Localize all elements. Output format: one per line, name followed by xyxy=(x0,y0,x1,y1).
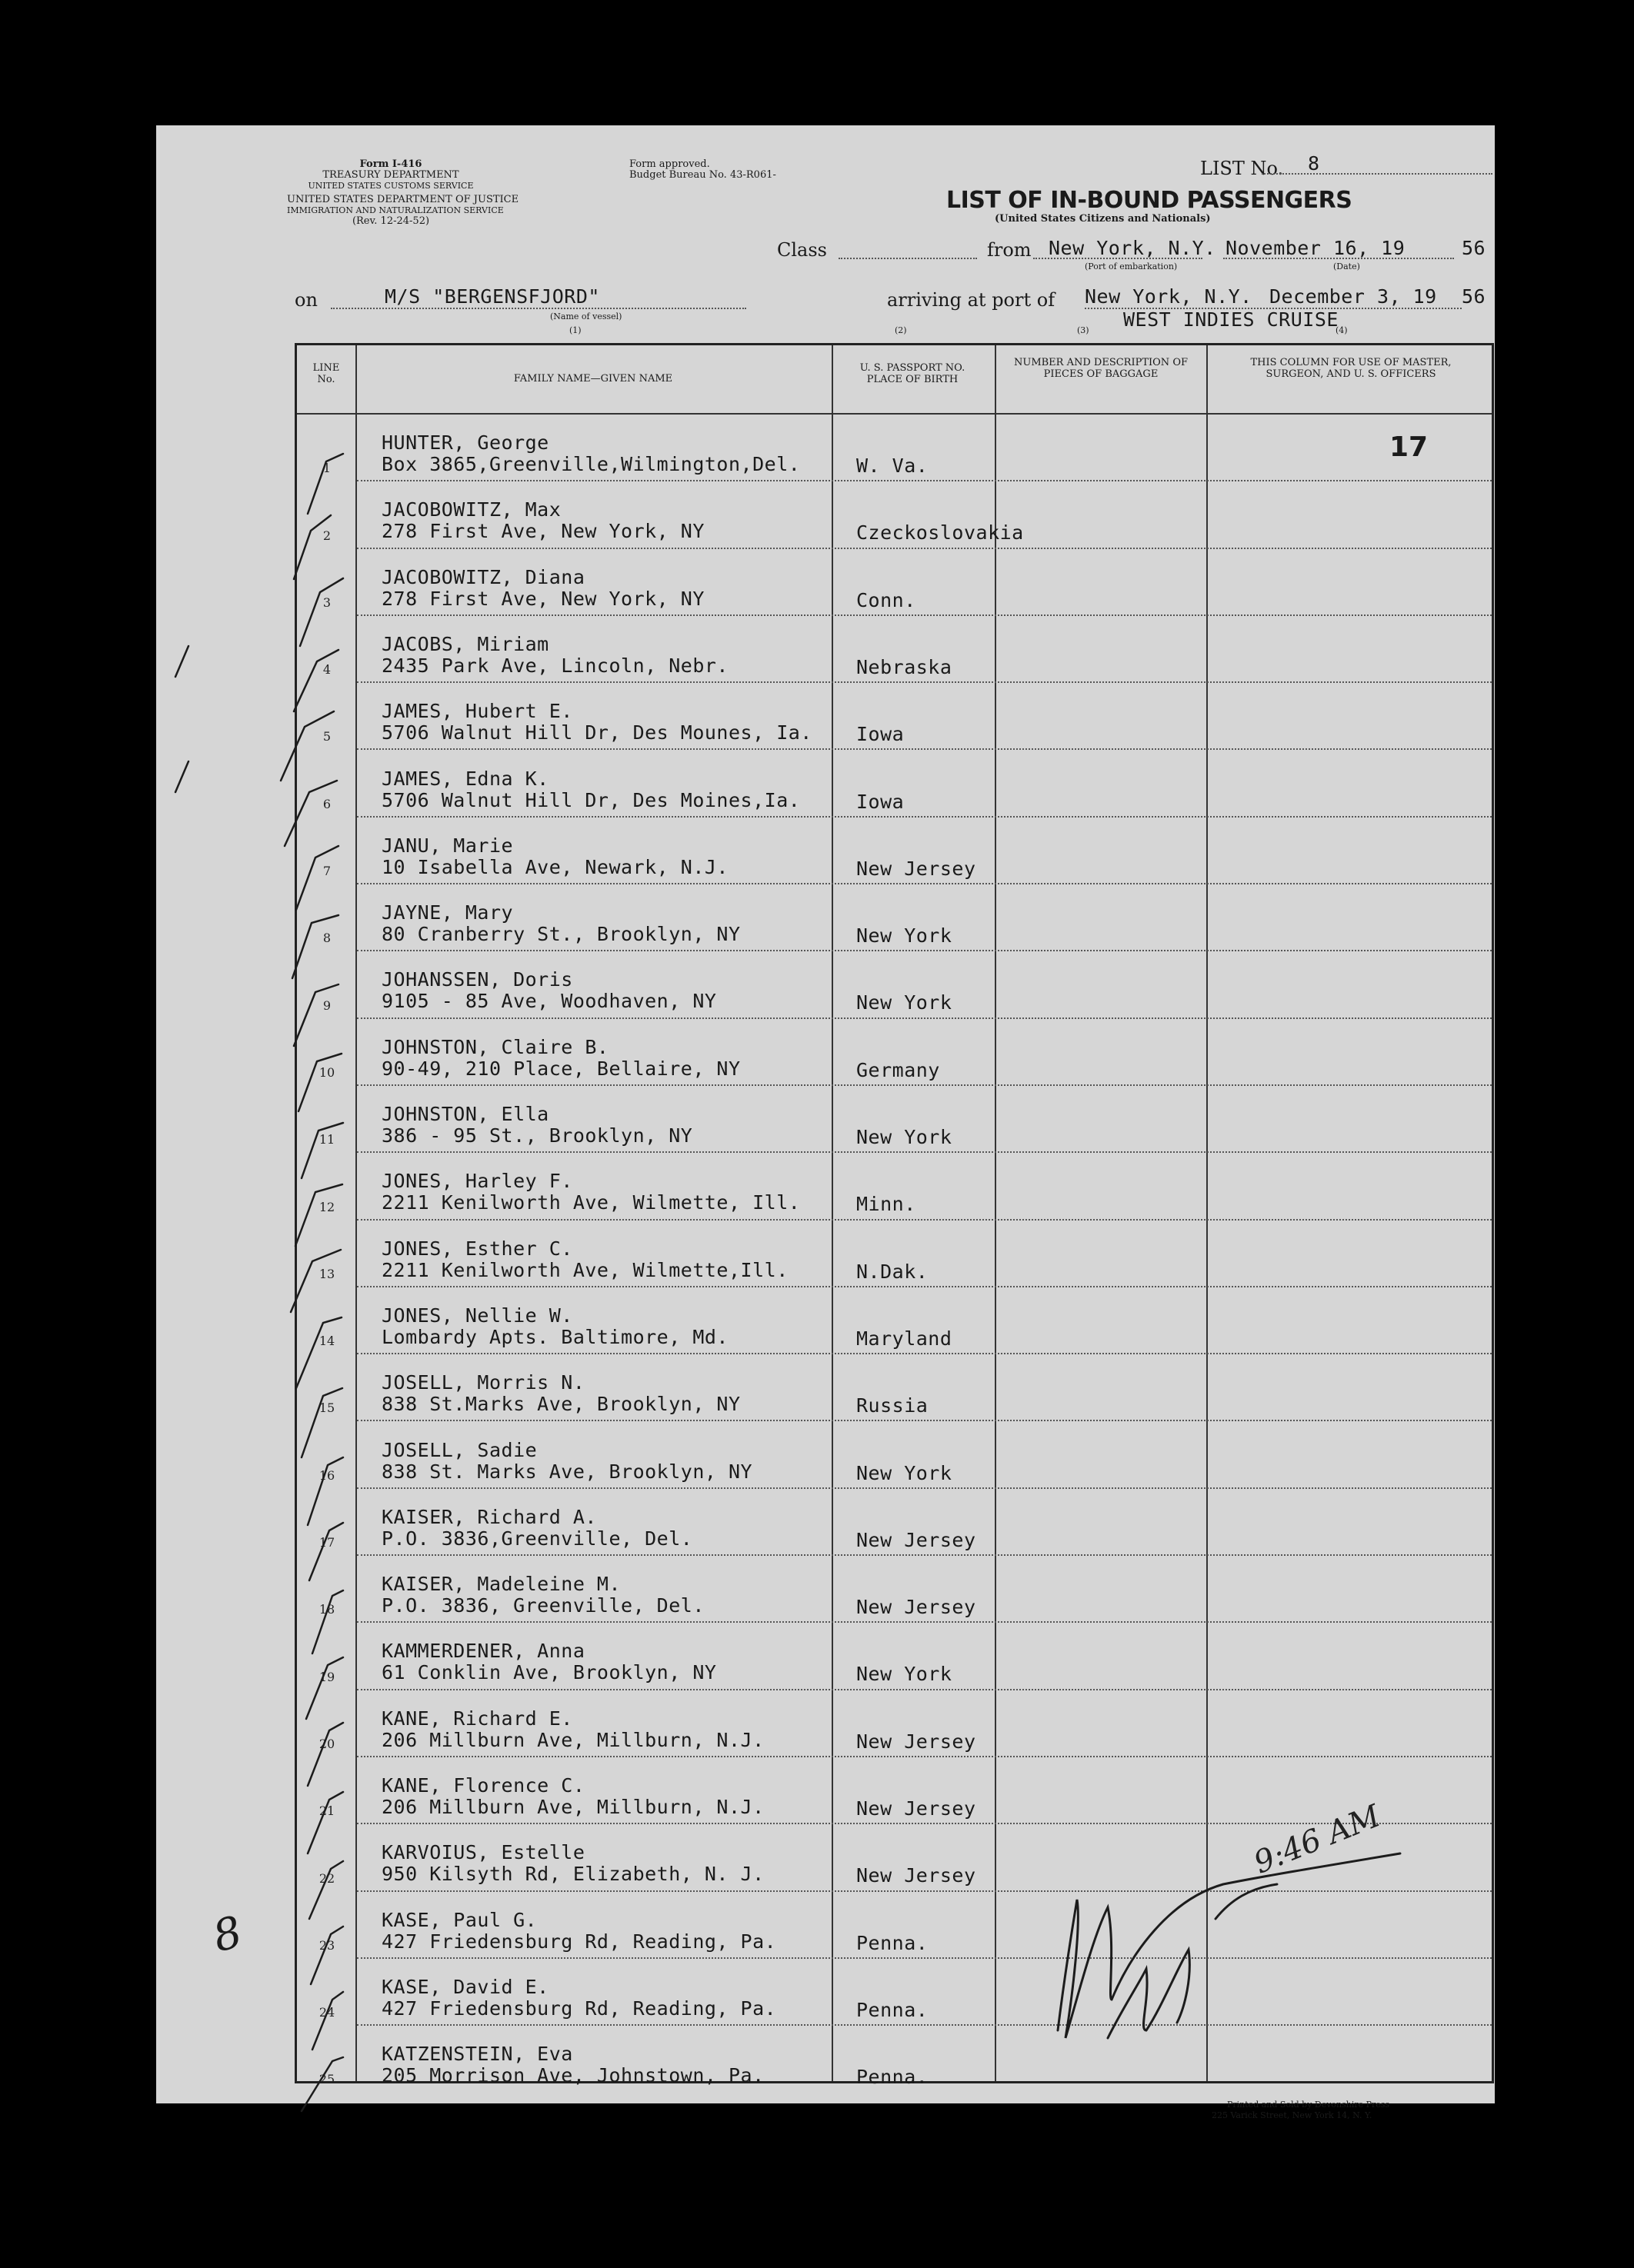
row-line-number: 22 xyxy=(318,1870,335,1886)
margin-note: 8 xyxy=(208,1907,248,1963)
place-of-birth: New York xyxy=(856,991,952,1014)
row-line-number: 14 xyxy=(318,1334,335,1349)
passenger-address: Lombardy Apts. Baltimore, Md. xyxy=(382,1325,729,1348)
date-caption: (Date) xyxy=(1333,261,1360,271)
row-line-number: 25 xyxy=(318,2072,335,2087)
passenger-name: JACOBS, Miriam xyxy=(382,632,549,655)
passenger-name: KASE, David E. xyxy=(382,1975,549,1998)
place-of-birth: Maryland xyxy=(856,1327,952,1350)
place-of-birth: Conn. xyxy=(856,588,916,611)
vessel-name: M/S "BERGENSFJORD" xyxy=(385,285,600,308)
passenger-address: 278 First Ave, New York, NY xyxy=(382,520,705,543)
arrival-port: New York, N.Y. xyxy=(1085,285,1252,308)
passenger-name: KARVOIUS, Estelle xyxy=(382,1841,585,1864)
passenger-address: 278 First Ave, New York, NY xyxy=(382,587,705,610)
departure-year: 56 xyxy=(1462,237,1486,259)
place-of-birth: New Jersey xyxy=(856,1730,976,1753)
signature-time: 9:46 AM xyxy=(1249,1798,1386,1881)
row-line-number: 21 xyxy=(318,1803,335,1819)
passenger-name: JOHNSTON, Ella xyxy=(382,1103,549,1125)
passenger-name: JAMES, Hubert E. xyxy=(382,700,573,723)
passenger-name: KAISER, Richard A. xyxy=(382,1505,597,1528)
form-revision: (Rev. 12-24-52) xyxy=(352,215,430,227)
place-of-birth: N.Dak. xyxy=(856,1260,929,1283)
row-line-number: 5 xyxy=(322,729,332,744)
passenger-address: 61 Conklin Ave, Brooklyn, NY xyxy=(382,1661,717,1684)
list-number-label: LIST No. xyxy=(1200,158,1284,179)
customs-service: UNITED STATES CUSTOMS SERVICE xyxy=(308,181,474,191)
column-ref-2: (2) xyxy=(895,325,907,335)
passenger-address: 950 Kilsyth Rd, Elizabeth, N. J. xyxy=(382,1863,765,1886)
passenger-name: KANE, Florence C. xyxy=(382,1774,585,1797)
passenger-address: 427 Friedensburg Rd, Reading, Pa. xyxy=(382,1930,777,1953)
passenger-name: JOSELL, Sadie xyxy=(382,1438,538,1461)
on-label: on xyxy=(295,289,318,311)
list-number: 8 xyxy=(1308,152,1320,175)
passenger-address: 5706 Walnut Hill Dr, Des Moines,Ia. xyxy=(382,788,801,811)
column-ref-1: (1) xyxy=(569,325,582,335)
justice-department: UNITED STATES DEPARTMENT OF JUSTICE xyxy=(287,194,519,205)
place-of-birth: Russia xyxy=(856,1394,929,1417)
place-of-birth: Iowa xyxy=(856,790,905,813)
budget-bureau: Budget Bureau No. 43-R061- xyxy=(629,169,776,181)
passenger-address: 2211 Kenilworth Ave, Wilmette,Ill. xyxy=(382,1258,789,1281)
passenger-name: JANU, Marie xyxy=(382,834,514,857)
row-line-number: 1 xyxy=(322,461,332,476)
passenger-address: Box 3865,Greenville,Wilmington,Del. xyxy=(382,453,801,475)
col-header-baggage: NUMBER AND DESCRIPTION OF PIECES OF BAGGAGE xyxy=(1013,357,1188,380)
row-line-number: 19 xyxy=(318,1669,335,1684)
class-label: Class xyxy=(777,239,827,261)
passenger-address: 205 Morrison Ave, Johnstown, Pa. xyxy=(382,2064,765,2087)
immigration-service: IMMIGRATION AND NATURALIZATION SERVICE xyxy=(287,205,504,215)
place-of-birth: New Jersey xyxy=(856,857,976,880)
place-of-birth: Germany xyxy=(856,1058,940,1081)
form-number: Form I-416 xyxy=(359,158,422,170)
place-of-birth: New York xyxy=(856,1461,952,1484)
place-of-birth: Minn. xyxy=(856,1193,916,1216)
row-line-number: 13 xyxy=(318,1266,335,1281)
cruise-name: WEST INDIES CRUISE xyxy=(1123,308,1339,331)
row-line-number: 4 xyxy=(322,662,332,678)
passenger-name: KATZENSTEIN, Eva xyxy=(382,2043,573,2066)
form-approved: Form approved. xyxy=(629,158,710,170)
row-line-number: 16 xyxy=(318,1467,335,1483)
passenger-name: KAMMERDENER, Anna xyxy=(382,1640,585,1663)
passenger-name: JACOBOWITZ, Diana xyxy=(382,565,585,588)
passenger-name: JONES, Esther C. xyxy=(382,1237,573,1260)
place-of-birth: Penna. xyxy=(856,1931,929,1954)
col-header-name: FAMILY NAME—GIVEN NAME xyxy=(513,373,673,385)
passenger-name: HUNTER, George xyxy=(382,431,549,454)
passenger-address: 5706 Walnut Hill Dr, Des Mounes, Ia. xyxy=(382,721,812,744)
passenger-name: KAISER, Madeleine M. xyxy=(382,1573,622,1596)
row-line-number: 10 xyxy=(318,1064,335,1080)
from-label: from xyxy=(987,239,1032,261)
passenger-address: 9105 - 85 Ave, Woodhaven, NY xyxy=(382,990,717,1013)
passenger-name: KANE, Richard E. xyxy=(382,1707,573,1730)
arriving-label: arriving at port of xyxy=(887,289,1055,311)
row-line-number: 24 xyxy=(318,2005,335,2020)
passenger-address: 838 St.Marks Ave, Brooklyn, NY xyxy=(382,1393,741,1416)
passenger-name: JONES, Nellie W. xyxy=(382,1304,573,1327)
passenger-address: 838 St. Marks Ave, Brooklyn, NY xyxy=(382,1460,753,1483)
arrival-year: 56 xyxy=(1462,285,1486,308)
row-line-number: 20 xyxy=(318,1736,335,1751)
row-line-number: 18 xyxy=(318,1602,335,1617)
place-of-birth: New Jersey xyxy=(856,1596,976,1619)
row-line-number: 9 xyxy=(322,997,332,1013)
vessel-caption: (Name of vessel) xyxy=(550,311,622,321)
row-line-number: 3 xyxy=(322,594,332,610)
place-of-birth: Penna. xyxy=(856,1998,929,2021)
col-header-officers: THIS COLUMN FOR USE OF MASTER, SURGEON, AND U. S. OFFICERS xyxy=(1250,357,1452,380)
column-ref-4: (4) xyxy=(1336,325,1348,335)
place-of-birth: New Jersey xyxy=(856,1528,976,1551)
passenger-name: JACOBOWITZ, Max xyxy=(382,498,562,521)
place-of-birth: New York xyxy=(856,1663,952,1686)
row-line-number: 6 xyxy=(322,796,332,811)
port-caption: (Port of embarkation) xyxy=(1085,261,1178,271)
passenger-address: 80 Cranberry St., Brooklyn, NY xyxy=(382,923,741,946)
place-of-birth: W. Va. xyxy=(856,455,929,477)
passenger-address: P.O. 3836,Greenville, Del. xyxy=(382,1527,693,1550)
place-of-birth: New York xyxy=(856,1126,952,1148)
passenger-address: 2211 Kenilworth Ave, Wilmette, Ill. xyxy=(382,1191,801,1214)
col-header-passport: U. S. PASSPORT NO. PLACE OF BIRTH xyxy=(859,362,965,385)
page-subtitle: (United States Citizens and Nationals) xyxy=(995,213,1211,225)
officer-count: 17 xyxy=(1389,431,1429,463)
passenger-name: JAYNE, Mary xyxy=(382,901,514,924)
passenger-address: 10 Isabella Ave, Newark, N.J. xyxy=(382,855,729,878)
row-line-number: 17 xyxy=(318,1535,335,1550)
passenger-name: JAMES, Edna K. xyxy=(382,767,549,790)
passenger-name: JOSELL, Morris N. xyxy=(382,1371,585,1394)
passenger-address: 90-49, 210 Place, Bellaire, NY xyxy=(382,1057,741,1080)
page-title: LIST OF IN-BOUND PASSENGERS xyxy=(946,187,1352,214)
port-of-embarkation: New York, N.Y. xyxy=(1049,237,1216,259)
place-of-birth: Nebraska xyxy=(856,655,952,678)
check-marks xyxy=(175,454,343,2111)
departure-date: November 16, 19 xyxy=(1226,237,1406,259)
officer-signature xyxy=(1058,1853,1400,2038)
printer-line-2: 225 Varick Street, New York 14, N. Y. xyxy=(1212,2110,1372,2120)
place-of-birth: Penna. xyxy=(856,2066,929,2089)
place-of-birth: Czeckoslovakia xyxy=(856,521,1024,545)
passenger-name: JOHANSSEN, Doris xyxy=(382,968,573,991)
row-line-number: 11 xyxy=(318,1132,335,1147)
passenger-address: 386 - 95 St., Brooklyn, NY xyxy=(382,1124,693,1147)
row-line-number: 15 xyxy=(318,1400,335,1416)
passenger-name: KASE, Paul G. xyxy=(382,1908,538,1931)
row-line-number: 23 xyxy=(318,1937,335,1953)
passenger-name: JOHNSTON, Claire B. xyxy=(382,1035,609,1058)
passenger-address: P.O. 3836, Greenville, Del. xyxy=(382,1594,705,1617)
arrival-date: December 3, 19 xyxy=(1269,285,1437,308)
place-of-birth: New Jersey xyxy=(856,1797,976,1820)
row-line-number: 8 xyxy=(322,931,332,946)
row-line-number: 12 xyxy=(318,1199,335,1214)
place-of-birth: New York xyxy=(856,924,952,947)
place-of-birth: Iowa xyxy=(856,723,905,746)
row-line-number: 2 xyxy=(322,528,332,543)
passenger-address: 206 Millburn Ave, Millburn, N.J. xyxy=(382,1728,765,1751)
passenger-address: 2435 Park Ave, Lincoln, Nebr. xyxy=(382,654,729,677)
col-header-line-no: LINE No. xyxy=(312,362,340,385)
place-of-birth: New Jersey xyxy=(856,1864,976,1887)
row-line-number: 7 xyxy=(322,864,332,879)
passenger-address: 206 Millburn Ave, Millburn, N.J. xyxy=(382,1796,765,1818)
treasury-department: TREASURY DEPARTMENT xyxy=(322,169,459,181)
column-ref-3: (3) xyxy=(1077,325,1089,335)
passenger-address: 427 Friedensburg Rd, Reading, Pa. xyxy=(382,1997,777,2020)
printer-line-1: Printed and Sold by Devonshire Press xyxy=(1227,2100,1390,2110)
passenger-name: JONES, Harley F. xyxy=(382,1170,573,1193)
